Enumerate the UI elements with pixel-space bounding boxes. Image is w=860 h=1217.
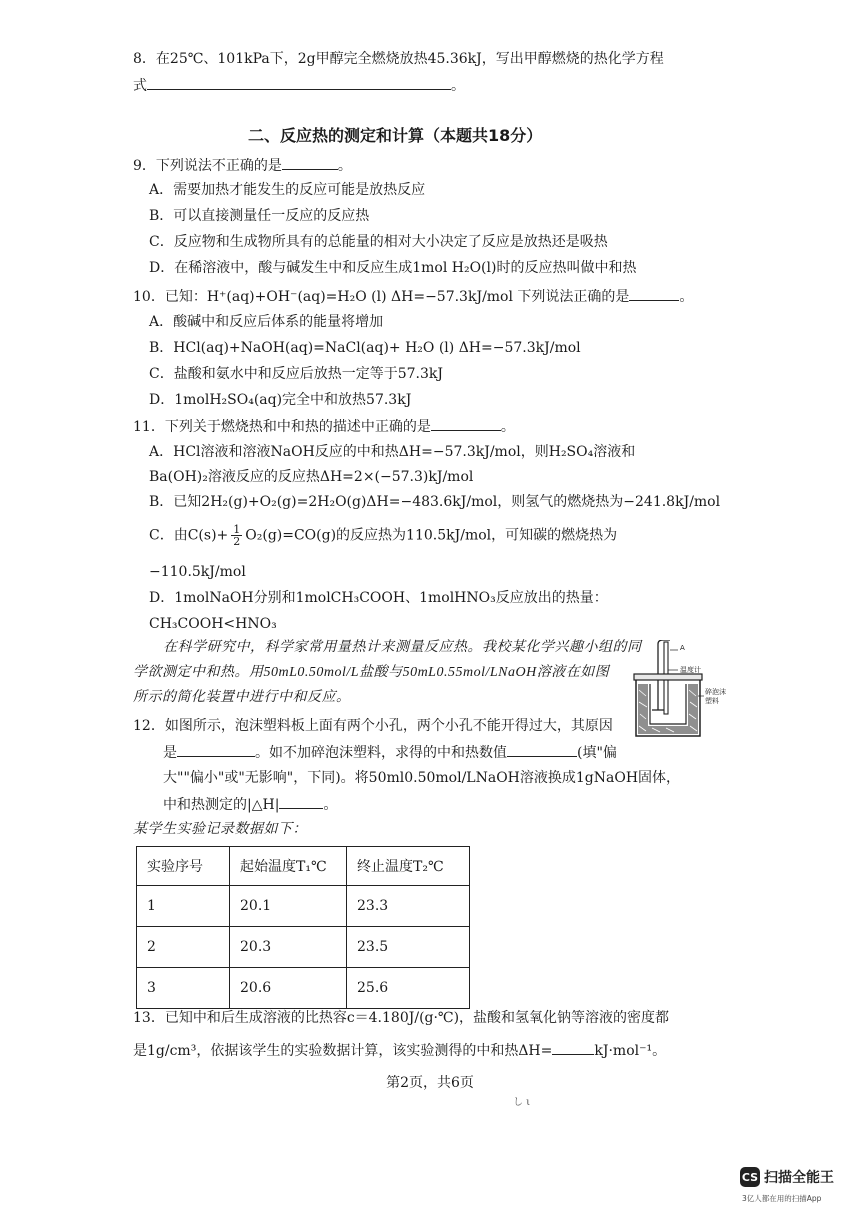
table-cell: 2 [137, 927, 230, 968]
label-foam [705, 688, 726, 706]
q10-end: 。 [679, 289, 694, 305]
scanner-logo [740, 1167, 834, 1187]
table-row [137, 968, 470, 1009]
q9-stem-line [133, 155, 352, 176]
label-thermometer: 温度计 [680, 666, 701, 674]
q10-option-c: C．盐酸和氨水中和反应后放热一定等于57.3kJ [149, 366, 443, 382]
q12-line4-b: 。 [323, 797, 338, 813]
table-cell: 20.3 [230, 927, 347, 968]
q11-end: 。 [500, 419, 515, 435]
q11-option-a-line1: A．HCl溶液和溶液NaOH反应的中和热ΔH=−57.3kJ/mol，则H₂SO₄溶液和 [149, 444, 636, 460]
q9-option-c: C．反应物和生成物所具有的总能量的相对大小决定了反应是放热还是吸热 [149, 234, 608, 250]
q9-stem: 9．下列说法不正确的是 [133, 158, 282, 174]
q9-option-d: D．在稀溶液中，酸与碱发生中和反应生成1mol H₂O(l)时的反应热叫做中和热 [149, 260, 637, 276]
q12-line2-b: 。如不加碎泡沫塑料，求得的中和热数值 [255, 745, 507, 761]
q10-option-a: A．酸碱中和反应后体系的能量将增加 [149, 314, 384, 330]
calorimeter-figure [630, 640, 730, 740]
label-foam-2: 塑料 [705, 697, 719, 705]
header-trial: 实验序号 [137, 847, 230, 886]
logo-tagline: 3亿人都在用的扫描App [742, 1194, 822, 1203]
table-cell: 1 [137, 886, 230, 927]
q10-option-d: D．1molH₂SO₄(aq)完全中和放热57.3kJ [149, 392, 412, 408]
q12-line4 [163, 794, 337, 815]
section-title: 二、反应热的测定和计算（本题共18分） [248, 126, 543, 145]
table-cell: 3 [137, 968, 230, 1009]
q8-suffix: 。 [451, 78, 465, 94]
q11-option-b: B．已知2H₂(g)+O₂(g)=2H₂O(g)ΔH=−483.6kJ/mol，则氢气的燃烧热为−241.8kJ/mol [149, 494, 721, 510]
header-start-temp: 起始温度T₁℃ [230, 847, 347, 886]
q9-option-b: B．可以直接测量任一反应的反应热 [149, 208, 370, 224]
q10-stem-line [133, 286, 693, 307]
q11-option-a-line2: Ba(OH)₂溶液反应的反应热ΔH=2×(−57.3)kJ/mol [149, 469, 474, 485]
table-cell: 23.3 [347, 886, 470, 927]
q12-line2-a: 是 [163, 745, 177, 761]
one-half-fraction [231, 524, 242, 547]
label-a: A [680, 644, 685, 652]
q11-option-c-pre: C．由C(s)+ [149, 527, 229, 544]
table-cell: 20.6 [230, 968, 347, 1009]
q10-answer-blank[interactable] [629, 286, 679, 301]
page-number: 第2页，共6页 [386, 1075, 474, 1091]
table-cell: 20.1 [230, 886, 347, 927]
intro-line2: 学欲测定中和热。用50mL0.50mol/L盐酸与50mL0.55mol/LNaOH溶液在如图 [133, 665, 610, 680]
intro-line1: 在科学研究中，科学家常用量热计来测量反应热。我校某化学兴趣小组的同 [163, 640, 642, 655]
logo-name: 扫描全能王 [764, 1170, 834, 1186]
q13-answer-blank[interactable] [552, 1040, 594, 1055]
q12-dh-blank[interactable] [279, 794, 323, 809]
header-end-temp: 终止温度T₂℃ [347, 847, 470, 886]
q12-line4-a: 中和热测定的|△H| [163, 797, 280, 813]
q11-option-c-line1 [149, 524, 617, 547]
q12-value-blank[interactable] [507, 742, 577, 757]
q8-line2 [133, 75, 465, 96]
fraction-denominator: 2 [233, 535, 241, 548]
q12-line1: 12．如图所示，泡沫塑料板上面有两个小孔，两个小孔不能开得过大，其原因 [133, 718, 613, 734]
label-foam-1: 碎泡沫 [705, 688, 726, 696]
table-cell: 23.5 [347, 927, 470, 968]
q11-stem-line [133, 416, 515, 437]
stray-mark: し ι [513, 1097, 531, 1108]
q13-line2-b: kJ·mol⁻¹。 [594, 1043, 667, 1059]
cs-logo-icon: CS [740, 1167, 760, 1187]
q13-line2-a: 是1g/cm³，依据该学生的实验数据计算，该实验测得的中和热ΔH= [133, 1043, 553, 1059]
q8-line1: 8．在25℃、101kPa下，2g甲醇完全燃烧放热45.36kJ，写出甲醇燃烧的热化学方程 [133, 51, 664, 67]
q13-line1: 13．已知中和后生成溶液的比热容c＝4.180J/(g·℃)，盐酸和氢氧化钠等溶液的密度都 [133, 1010, 670, 1026]
q11-option-c-line2: −110.5kJ/mol [149, 564, 246, 580]
record-intro: 某学生实验记录数据如下： [133, 822, 307, 837]
q11-option-c-post: O₂(g)=CO(g)的反应热为110.5kJ/mol，可知碳的燃烧热为 [245, 527, 618, 544]
q11-option-d-line2: CH₃COOH<HNO₃ [149, 616, 277, 632]
q11-option-d-line1: D．1molNaOH分别和1molCH₃COOH、1molHNO₃反应放出的热量： [149, 590, 608, 606]
table-header-row [137, 847, 470, 886]
q11-stem: 11．下列关于燃烧热和中和热的描述中正确的是 [133, 419, 431, 435]
q12-line2-c: (填"偏 [577, 745, 617, 761]
q12-line3: 大""偏小"或"无影响"，下同)。将50ml0.50mol/LNaOH溶液换成1gNaOH固体， [163, 770, 681, 786]
q10-option-b: B．HCl(aq)+NaOH(aq)=NaCl(aq)+ H₂O (l) ΔH=−57.3kJ/mol [149, 340, 581, 356]
table-row [137, 886, 470, 927]
q11-answer-blank[interactable] [431, 416, 501, 431]
q10-stem: 10．已知：H⁺(aq)+OH⁻(aq)=H₂O (l) ΔH=−57.3kJ/mol 下列说法正确的是 [133, 289, 630, 305]
q9-option-a: A．需要加热才能发生的反应可能是放热反应 [149, 182, 426, 198]
q12-line2 [163, 742, 617, 763]
intro-line3: 所示的简化装置中进行中和反应。 [133, 690, 351, 705]
table-row [137, 927, 470, 968]
fraction-numerator: 1 [233, 523, 241, 536]
table-cell: 25.6 [347, 968, 470, 1009]
q8-prefix: 式 [133, 78, 147, 94]
q13-line2 [133, 1040, 666, 1061]
q9-answer-blank[interactable] [282, 155, 338, 170]
experiment-table [136, 846, 470, 1009]
q9-end: 。 [337, 158, 352, 174]
q8-answer-blank[interactable] [147, 75, 451, 90]
q12-reason-blank[interactable] [177, 742, 255, 757]
